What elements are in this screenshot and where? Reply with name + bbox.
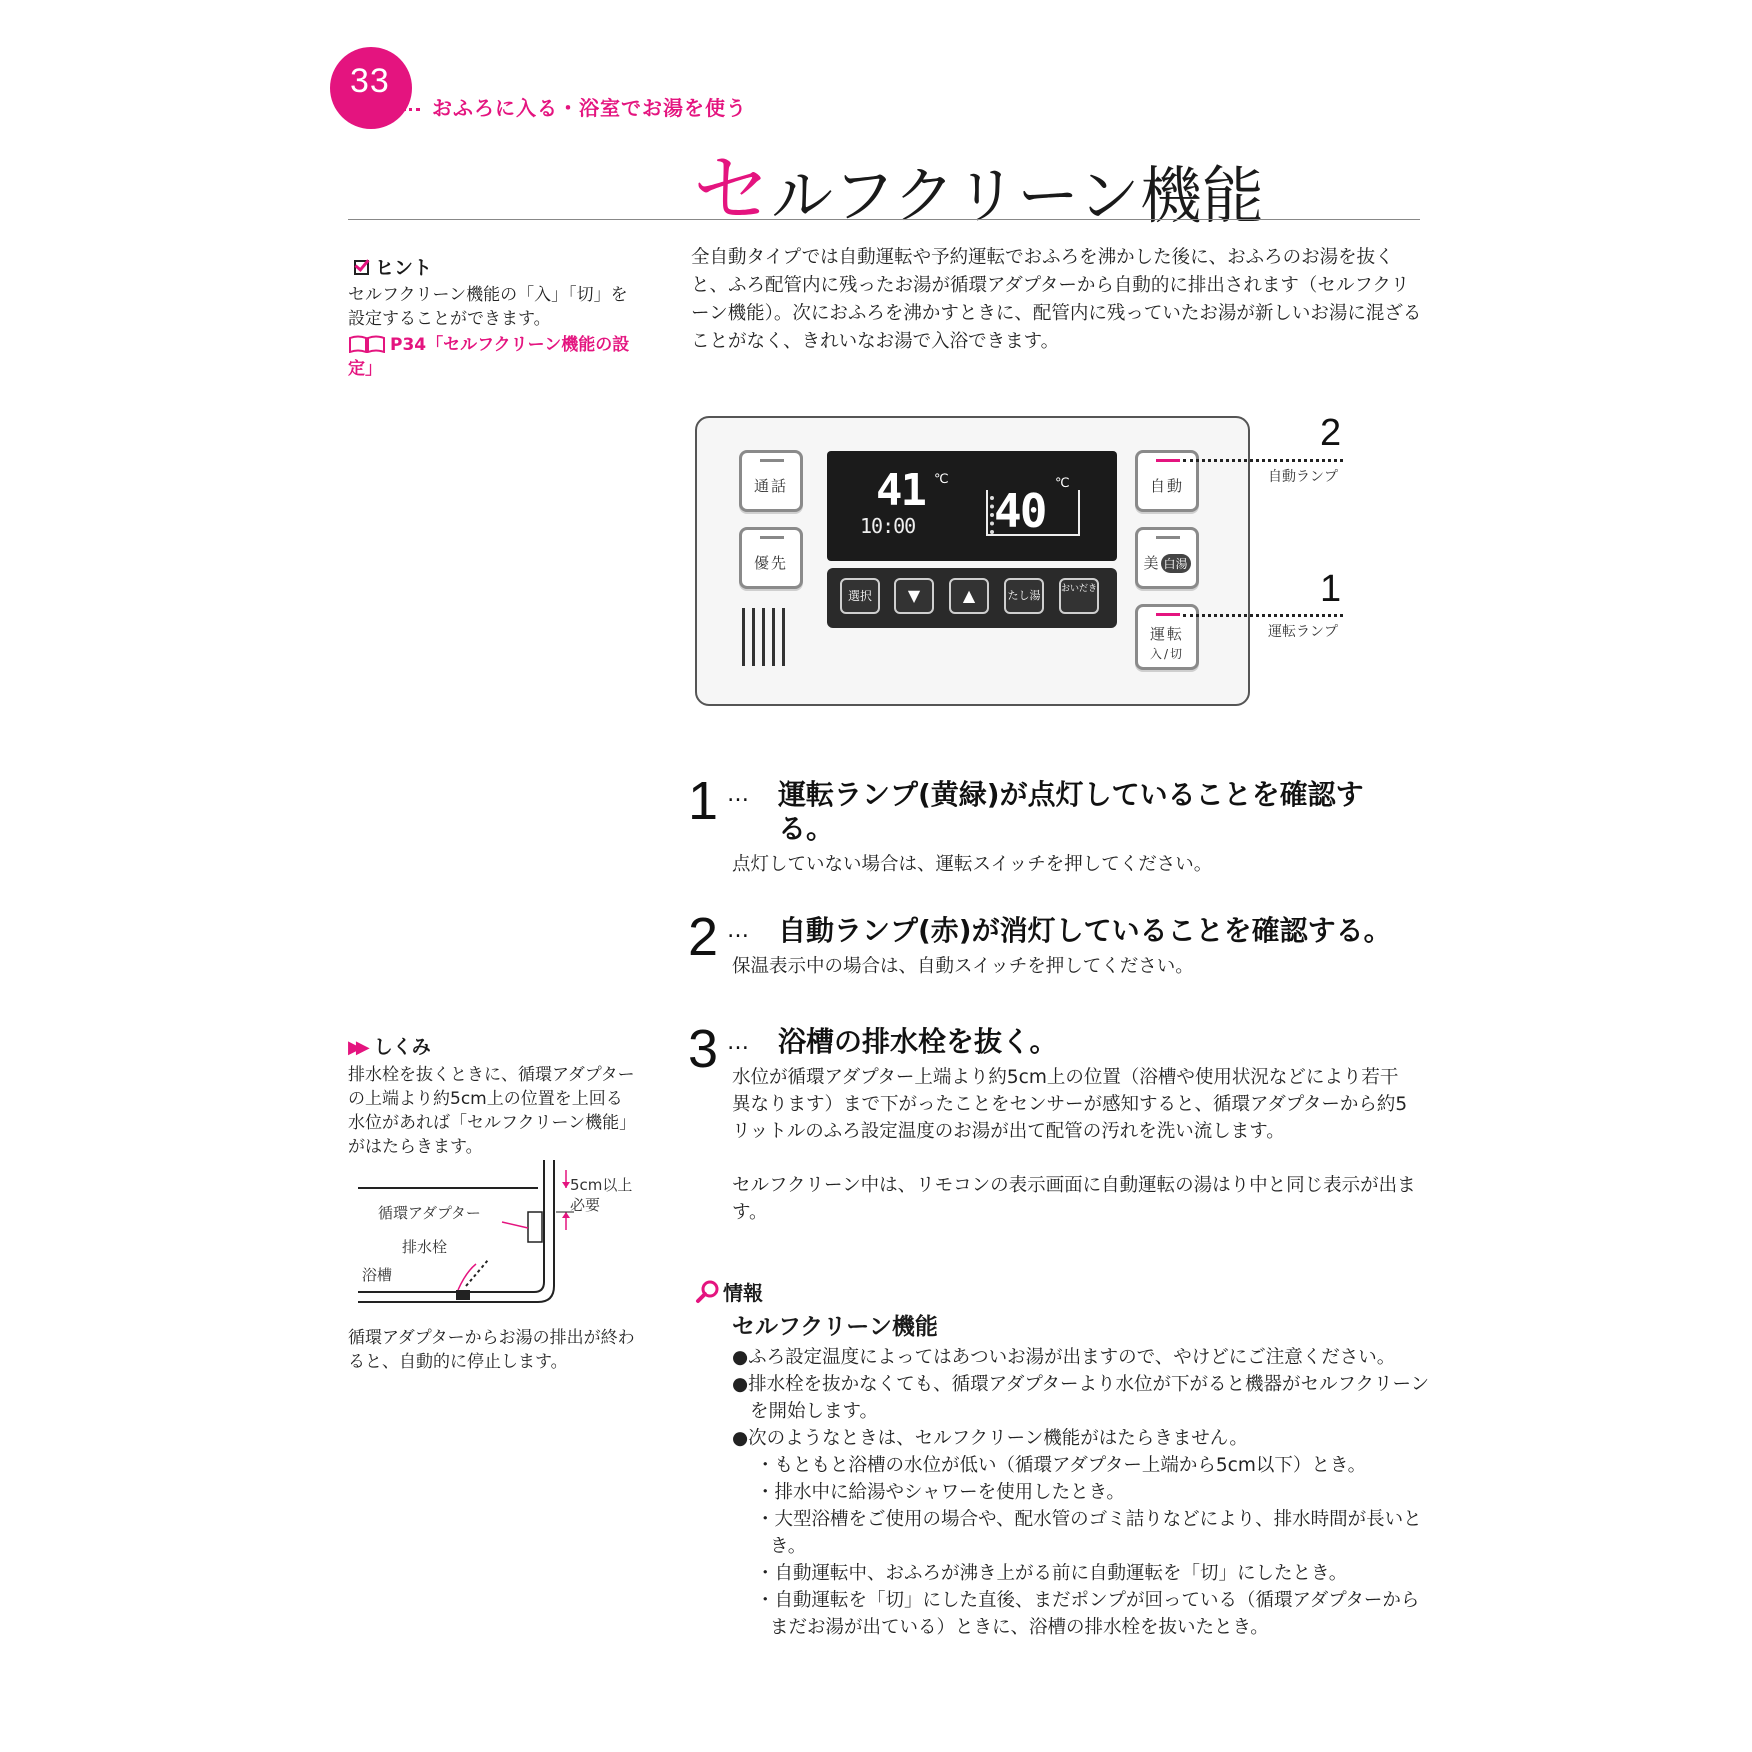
oidaki-button[interactable]: おいだき xyxy=(1059,578,1099,614)
mechanism-heading: ▶▶ しくみ xyxy=(348,1036,431,1058)
bi-hakuyu-button[interactable]: 美 白湯 xyxy=(1135,527,1199,589)
info-heading: 情報 xyxy=(695,1277,763,1306)
screen-temp-1: 41 xyxy=(876,465,925,516)
speaker-grille xyxy=(742,608,798,666)
priority-button[interactable]: 優先 xyxy=(739,527,803,589)
run-lamp xyxy=(1156,613,1180,616)
title-divider xyxy=(348,219,1420,220)
step-3-title: 浴槽の排水栓を抜く。 xyxy=(778,1025,1058,1058)
info-subitem: ・大型浴槽をご使用の場合や、配水管のゴミ詰りなどにより、排水時間が長いとき。 xyxy=(756,1509,1422,1557)
page-number: 33 xyxy=(350,62,390,100)
talk-button[interactable]: 通話 xyxy=(739,450,803,512)
book-icon xyxy=(348,335,386,353)
step-2-title: 自動ランプ(赤)が消灯していることを確認する。 xyxy=(778,914,1392,947)
run-button[interactable]: 運転 入/切 xyxy=(1135,604,1199,670)
screen-unit-1: ℃ xyxy=(934,472,949,487)
screen-unit-2: ℃ xyxy=(1055,476,1070,491)
step-2-number: 2 xyxy=(688,907,719,967)
step-1-title: 運転ランプ(黄緑)が点灯していることを確認する。 xyxy=(778,778,1364,845)
step-3-dots: … xyxy=(727,1030,749,1055)
info-subitem: ・自動運転中、おふろが沸き上がる前に自動運転を「切」にしたとき。 xyxy=(756,1563,1348,1584)
up-button[interactable]: ▲ xyxy=(949,578,989,614)
hint-text: セルフクリーン機能の「入」「切」を設定することができます。 xyxy=(348,285,628,329)
magnifier-icon xyxy=(695,1280,721,1304)
mechanism-footer: 循環アダプターからお湯の排出が終わると、自動的に停止します。 xyxy=(348,1328,635,1372)
step-3-number: 3 xyxy=(688,1019,719,1079)
callout-line-1 xyxy=(1183,614,1343,617)
info-list xyxy=(730,1344,1430,1641)
info-subitem: ・もともと浴槽の水位が低い（循環アダプター上端から5cm以下）とき。 xyxy=(756,1455,1367,1476)
double-arrow-icon: ▶▶ xyxy=(348,1037,364,1058)
step-2-dots: … xyxy=(727,918,749,943)
screen-time: 10:00 xyxy=(860,514,916,538)
callout-label-2: 自動ランプ xyxy=(1268,469,1338,485)
auto-lamp xyxy=(1156,459,1180,462)
label-drain-plug: 排水栓 xyxy=(402,1238,448,1256)
callout-line-2 xyxy=(1183,459,1343,462)
hakuyu-badge: 白湯 xyxy=(1161,554,1191,573)
select-button[interactable]: 選択 xyxy=(840,578,880,614)
page-title-rest: ルフクリーン機能 xyxy=(771,159,1264,232)
hint-reference-link[interactable]: P34「セルフクリーン機能の設定」 xyxy=(348,335,630,379)
callout-number-2: 2 xyxy=(1320,412,1342,454)
down-button[interactable]: ▼ xyxy=(894,578,934,614)
step-3-body-2: セルフクリーン中は、リモコンの表示画面に自動運転の湯はり中と同じ表示が出ます。 xyxy=(732,1175,1416,1223)
step-1-number: 1 xyxy=(688,771,719,831)
section-title: おふろに入る・浴室でお湯を使う xyxy=(432,96,747,120)
step-1-body: 点灯していない場合は、運転スイッチを押してください。 xyxy=(732,854,1213,875)
step-3-body: 水位が循環アダプター上端より約5cm上の位置（浴槽や使用状況などにより若干異なります）まで下がったことをセンサーが感知すると、循環アダプターから約5リットルのふろ設定温度のお湯が出て配管の汚れを洗い流します。 xyxy=(732,1067,1408,1142)
checkbox-icon xyxy=(354,260,369,275)
callout-label-1: 運転ランプ xyxy=(1268,624,1338,640)
auto-button[interactable]: 自動 xyxy=(1135,450,1199,512)
intro-paragraph: 全自動タイプでは自動運転や予約運転でおふろを沸かした後に、おふろのお湯を抜くと、ふろ配管内に残ったお湯が循環アダプターから自動的に排出されます（セルフクリーン機能）。次におふろを沸かすときに、配管内に残っていたお湯が新しいお湯に混ざることがなく、きれいなお湯で入浴できます。 xyxy=(691,247,1422,352)
mechanism-text: 排水栓を抜くときに、循環アダプターの上端より約5cm上の位置を上回る水位があれば「セルフクリーン機能」がはたらきます。 xyxy=(348,1065,637,1157)
step-1-dots: … xyxy=(727,782,749,807)
hint-heading: ヒント xyxy=(354,253,432,280)
info-bullet: ●次のようなときは、セルフクリーン機能がはたらきません。 xyxy=(732,1428,1248,1449)
info-bullet: ●排水栓を抜かなくても、循環アダプターより水位が下がると機器がセルフクリーンを開始します。 xyxy=(732,1374,1430,1422)
tashiyu-button[interactable]: たし湯 xyxy=(1004,578,1044,614)
info-subitem: ・排水中に給湯やシャワーを使用したとき。 xyxy=(756,1482,1125,1503)
callout-number-1: 1 xyxy=(1320,568,1342,610)
label-required: 必要 xyxy=(570,1196,601,1214)
step-2-body: 保温表示中の場合は、自動スイッチを押してください。 xyxy=(732,956,1194,977)
info-subitem: ・自動運転を「切」にした直後、まだポンプが回っている（循環アダプターからまだお湯が出ている）ときに、浴槽の排水栓を抜いたとき。 xyxy=(756,1590,1420,1638)
label-bathtub: 浴槽 xyxy=(362,1266,393,1284)
section-dots xyxy=(372,108,420,111)
page-title-first-char: セ xyxy=(693,146,772,236)
label-adapter: 循環アダプター xyxy=(378,1204,481,1222)
info-bullet: ●ふろ設定温度によってはあついお湯が出ますので、やけどにご注意ください。 xyxy=(732,1347,1396,1368)
label-5cm: 5cm以上 xyxy=(570,1176,633,1194)
info-subheading: セルフクリーン機能 xyxy=(732,1314,938,1340)
page-title xyxy=(693,128,1264,240)
screen-temp-2: 40 xyxy=(994,484,1046,538)
